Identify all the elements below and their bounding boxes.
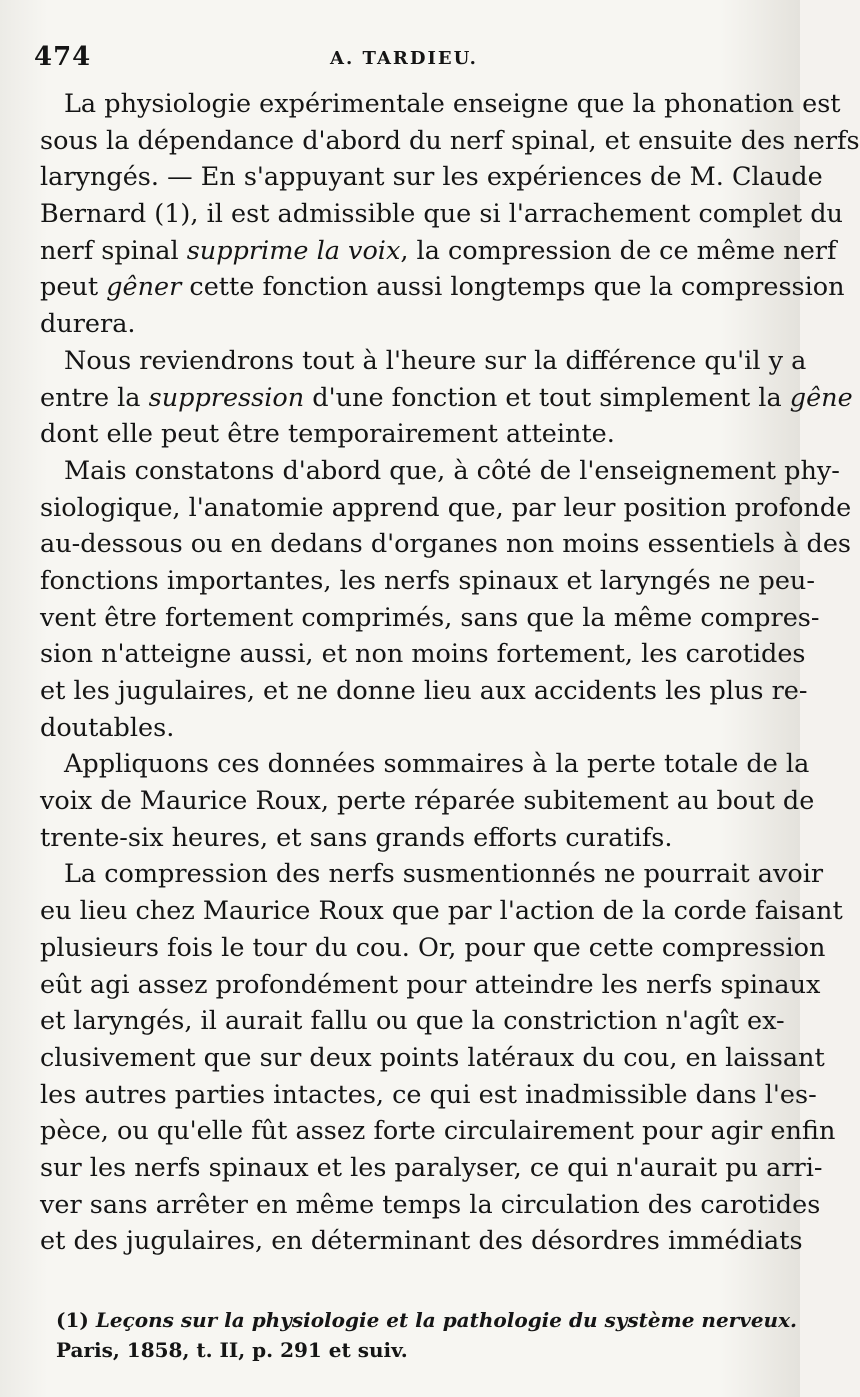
italic-phrase: gêne — [789, 382, 853, 413]
page-header — [34, 42, 774, 82]
body-text — [40, 86, 860, 1260]
italic-phrase: supprime la voix — [186, 235, 401, 266]
text-line: laryngés. — En s'appuyant sur les expériences de M. Claude — [40, 162, 823, 193]
text-line: vent être fortement comprimés, sans que la même compres- — [40, 602, 820, 633]
text-line: et des jugulaires, en déterminant des désordres immédiats — [40, 1226, 803, 1257]
text-line: doutables. — [40, 712, 175, 743]
text-line: voix de Maurice Roux, perte réparée subitement au bout de — [40, 786, 815, 817]
italic-phrase: suppression — [148, 382, 305, 413]
text-line: entre la suppression d'une fonction et tout simplement la gêne — [40, 382, 853, 413]
italic-phrase: gêner — [106, 272, 182, 303]
footnote-title: Leçons sur la physiologie et la pathologie du système nerveux. — [95, 1308, 797, 1332]
text-line: Appliquons ces données sommaires à la perte totale de la — [64, 749, 810, 780]
text-line: dont elle peut être temporairement atteinte. — [40, 419, 615, 450]
text-line: nerf spinal supprime la voix, la compression de ce même nerf — [40, 235, 837, 266]
footnote — [56, 1305, 797, 1365]
text-line: fonctions importantes, les nerfs spinaux et laryngés ne peu- — [40, 565, 815, 596]
footnote-line: Paris, 1858, t. II, p. 291 et suiv. — [56, 1338, 408, 1362]
text-line: Bernard (1), il est admissible que si l'arrachement complet du — [40, 199, 843, 230]
text-line: sur les nerfs spinaux et les paralyser, ce qui n'aurait pu arri- — [40, 1152, 823, 1183]
running-head: A. TARDIEU. — [330, 48, 478, 69]
text-line: siologique, l'anatomie apprend que, par leur position profonde — [40, 492, 852, 523]
text-line: les autres parties intactes, ce qui est inadmissible dans l'es- — [40, 1079, 817, 1110]
text-line: ver sans arrêter en même temps la circulation des carotides — [40, 1189, 821, 1220]
footnote-marker: (1) — [56, 1308, 89, 1332]
text-line: et les jugulaires, et ne donne lieu aux accidents les plus re- — [40, 676, 808, 706]
text-line: et laryngés, il aurait fallu ou que la constriction n'agît ex- — [40, 1006, 785, 1037]
footnote-line — [56, 1305, 797, 1335]
text-line: plusieurs fois le tour du cou. Or, pour que cette compression — [40, 932, 826, 963]
page-number: 474 — [34, 42, 92, 72]
text-line: Nous reviendrons tout à l'heure sur la différence qu'il y a — [64, 345, 807, 376]
text-line: Mais constatons d'abord que, à côté de l'enseignement phy- — [64, 455, 840, 486]
text-line: sion n'atteigne aussi, et non moins fortement, les carotides — [40, 639, 806, 670]
text-line: La physiologie expérimentale enseigne que la phonation est — [64, 89, 841, 119]
text-line: pèce, ou qu'elle fût assez forte circulairement pour agir enfin — [40, 1116, 836, 1147]
text-line: eût agi assez profondément pour atteindre les nerfs spinaux — [40, 969, 821, 1000]
text-line: au-dessous ou en dedans d'organes non moins essentiels à des — [40, 529, 851, 560]
text-line: eu lieu chez Maurice Roux que par l'action de la corde faisant — [40, 896, 843, 927]
text-line: peut gêner cette fonction aussi longtemps que la compression — [40, 272, 845, 303]
text-line: trente-six heures, et sans grands efforts curatifs. — [40, 822, 673, 853]
text-line: sous la dépendance d'abord du nerf spinal, et ensuite des nerfs — [40, 125, 860, 156]
text-line: clusivement que sur deux points latéraux du cou, en laissant — [40, 1042, 825, 1073]
text-line: La compression des nerfs susmentionnés ne pourrait avoir — [64, 859, 824, 890]
text-line: durera. — [40, 309, 136, 340]
